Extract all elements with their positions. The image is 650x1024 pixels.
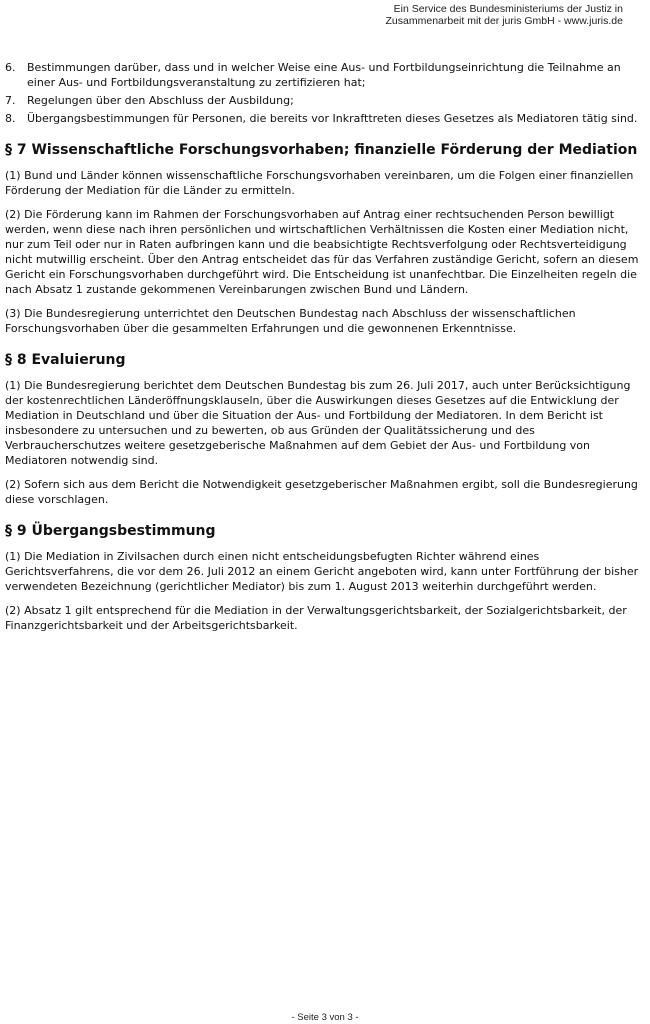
page-number: - Seite 3 von 3 - bbox=[291, 1012, 359, 1023]
section-7-paragraph-2: (2) Die Förderung kann im Rahmen der Forschungsvorhaben auf Antrag einer rechtsuchenden Person bewilligt werden, wenn diese nach ihren persönlichen und wirtschaftlichen Verhältnissen die Kosten einer Mediation nicht, nur zum Teil oder nur in Raten aufbringen kann und die beabsichtigte Rechtsverfolgung oder Rechtsverteidigung nicht mutwillig erscheint. Über den Antrag entscheidet das für das Verfahren zuständige Gericht, sofern an diesem Gericht ein Forschungsvorhaben durchgeführt wird. Die Entscheidung ist unanfechtbar. Die Einzelheiten regeln die nach Absatz 1 zustande gekommenen Vereinbarungen zwischen Bund und Ländern. bbox=[5, 208, 639, 296]
section-9-heading: § 9 Übergangsbestimmung bbox=[5, 523, 216, 539]
page-header bbox=[386, 3, 623, 27]
list-item-text: Regelungen über den Abschluss der Ausbildung; bbox=[27, 94, 294, 107]
list-item-number: 8. bbox=[5, 112, 16, 125]
section-8-heading: § 8 Evaluierung bbox=[5, 352, 126, 368]
list-item-number: 6. bbox=[5, 61, 16, 74]
list-item bbox=[5, 111, 645, 126]
list-item-number: 7. bbox=[5, 94, 16, 107]
document-body bbox=[5, 60, 645, 642]
header-line-1: Ein Service des Bundesministeriums der Justiz in bbox=[393, 3, 623, 15]
section-8-paragraph-1: (1) Die Bundesregierung berichtet dem Deutschen Bundestag bis zum 26. Juli 2017, auch unter Berücksichtigung der kostenrechtlichen Länderöffnungsklauseln, über die Auswirkungen dieses Gesetzes auf die Entwicklung der Mediation in Deutschland und über die Situation der Aus- und Fortbildung der Mediatoren. In dem Bericht ist insbesondere zu untersuchen und zu bewerten, ob aus Gründen der Qualitätssicherung und des Verbraucherschutzes weitere gesetzgeberische Maßnahmen auf dem Gebiet der Aus- und Fortbildung von Mediatoren notwendig sind. bbox=[5, 379, 631, 467]
section-8-paragraph-2: (2) Sofern sich aus dem Bericht die Notwendigkeit gesetzgeberischer Maßnahmen ergibt, soll die Bundesregierung diese vorschlagen. bbox=[5, 478, 638, 506]
section-7-heading: § 7 Wissenschaftliche Forschungsvorhaben; finanzielle Förderung der Mediation bbox=[5, 142, 638, 158]
section-7-paragraph-3: (3) Die Bundesregierung unterrichtet den Deutschen Bundestag nach Abschluss der wissenschaftlichen Forschungsvorhaben über die gesammelten Erfahrungen und die gewonnenen Erkenntnisse. bbox=[5, 307, 576, 335]
list-item-text: Bestimmungen darüber, dass und in welcher Weise eine Aus- und Fortbildungseinrichtung die Teilnahme an einer Aus- und Fortbildungsveranstaltung zu zertifizieren hat; bbox=[27, 61, 621, 89]
section-7-paragraph-1: (1) Bund und Länder können wissenschaftliche Forschungsvorhaben vereinbaren, um die Folgen einer finanziellen Förderung der Mediation für die Länder zu ermitteln. bbox=[5, 169, 634, 197]
section-9-paragraph-1: (1) Die Mediation in Zivilsachen durch einen nicht entscheidungsbefugten Richter während eines Gerichtsverfahrens, die vor dem 26. Juli 2012 an einem Gericht angeboten wird, kann unter Fortführung der bisher verwendeten Bezeichnung (gerichtlicher Mediator) bis zum 1. August 2013 weiterhin durchgeführt werden. bbox=[5, 550, 639, 593]
regulation-list bbox=[5, 60, 645, 126]
header-line-2: Zusammenarbeit mit der juris GmbH - www.juris.de bbox=[385, 15, 623, 27]
list-item bbox=[5, 93, 645, 108]
page-footer bbox=[0, 1012, 650, 1023]
list-item bbox=[5, 60, 645, 90]
section-9-paragraph-2: (2) Absatz 1 gilt entsprechend für die Mediation in der Verwaltungsgerichtsbarkeit, der Sozialgerichtsbarkeit, der Finanzgerichtsbarkeit und der Arbeitsgerichtsbarkeit. bbox=[5, 604, 627, 632]
list-item-text: Übergangsbestimmungen für Personen, die bereits vor Inkrafttreten dieses Gesetzes als Mediatoren tätig sind. bbox=[27, 112, 638, 125]
